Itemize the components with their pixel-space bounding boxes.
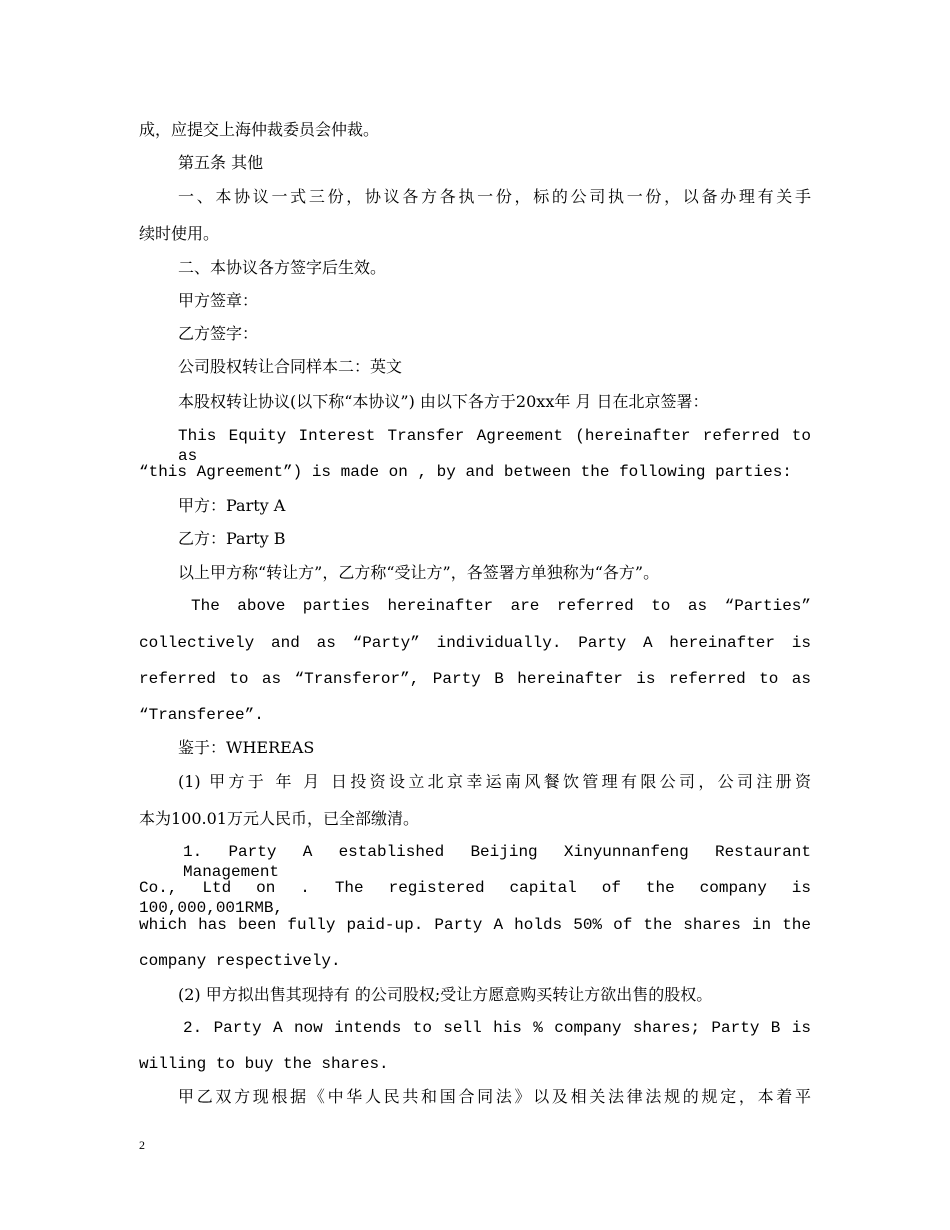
text-line: 二、本协议各方签字后生效。 — [178, 258, 387, 277]
text-line: 续时使用。 — [139, 224, 220, 243]
whereas-heading: 鉴于：WHEREAS — [178, 738, 315, 757]
text-line: “this Agreement”) is made on , by and between the following parties: — [139, 463, 792, 481]
text-line: referred to as “Transferor”, Party B hereinafter is referred to as — [139, 670, 811, 688]
text-line: Co., Ltd on . The registered capital of the company is 100,000,001RMB, — [139, 879, 811, 917]
signature-label-party-b: 乙方签字： — [178, 324, 259, 343]
text-line: 成，应提交上海仲裁委员会仲裁。 — [139, 120, 380, 139]
text-line: 本股权转让协议(以下称“本协议”) 由以下各方于20xx年 月 日在北京签署： — [178, 392, 709, 411]
text-line: This Equity Interest Transfer Agreement (hereinafter referred to as — [178, 427, 811, 465]
section-heading: 第五条 其他 — [178, 153, 264, 172]
text-line: 甲乙双方现根据《中华人民共和国合同法》以及相关法律法规的规定，本着平 — [178, 1087, 811, 1106]
text-line: willing to buy the shares. — [139, 1055, 389, 1073]
text-line: (1) 甲方于 年 月 日投资设立北京幸运南风餐饮管理有限公司，公司注册资 — [178, 772, 811, 791]
text-line: 一、本协议一式三份，协议各方各执一份，标的公司执一份，以备办理有关手 — [178, 187, 811, 206]
text-line: 2. Party A now intends to sell his % company shares; Party B is — [183, 1019, 811, 1037]
sample-heading: 公司股权转让合同样本二：英文 — [178, 357, 403, 376]
page-number: 2 — [139, 1138, 145, 1152]
text-line: 以上甲方称“转让方”，乙方称“受让方”，各签署方单独称为“各方”。 — [178, 563, 660, 582]
text-line: which has been fully paid-up. Party A holds 50% of the shares in the — [139, 916, 811, 934]
signature-label-party-a: 甲方签章： — [178, 291, 259, 310]
text-line: The above parties hereinafter are referred to as “Parties” — [191, 597, 811, 615]
text-line: company respectively. — [139, 952, 341, 970]
text-line: collectively and as “Party” individually. Party A hereinafter is — [139, 634, 811, 652]
text-line: “Transferee”. — [139, 706, 264, 724]
text-line: 1. Party A established Beijing Xinyunnanfeng Restaurant Management — [183, 843, 811, 881]
party-a-line: 甲方：Party A — [178, 496, 286, 515]
party-b-line: 乙方：Party B — [178, 529, 286, 548]
text-line: (2) 甲方拟出售其现持有 的公司股权;受让方愿意购买转让方欲出售的股权。 — [178, 985, 713, 1004]
text-line: 本为100.01万元人民币，已全部缴清。 — [139, 809, 419, 828]
